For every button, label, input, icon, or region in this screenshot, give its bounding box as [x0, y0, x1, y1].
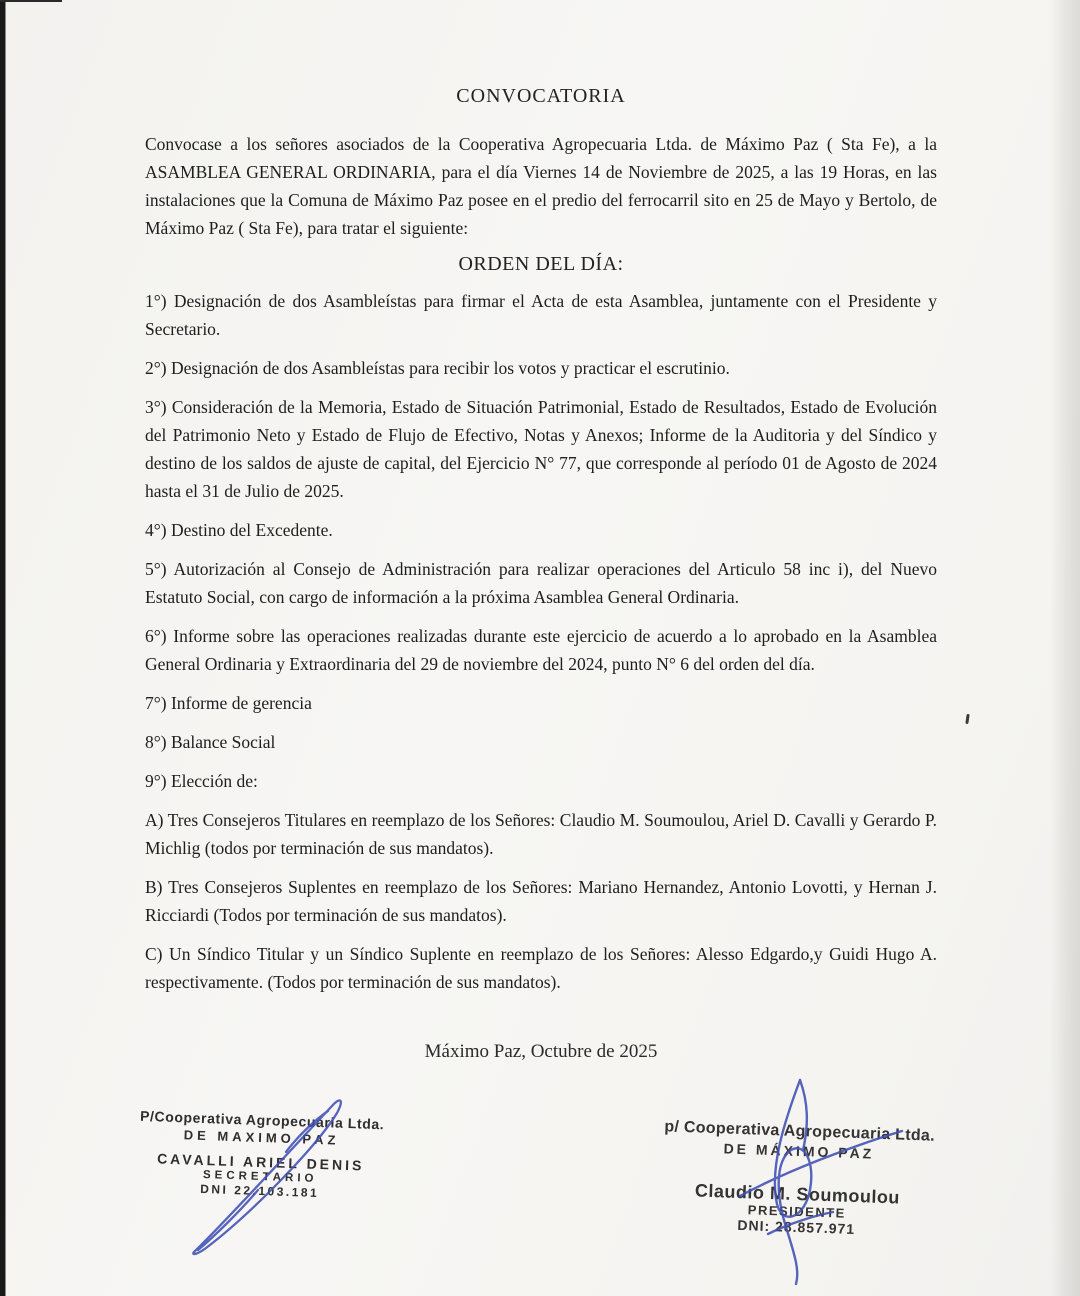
stamp-org-line: DE MÁXIMO PAZ — [723, 1140, 875, 1162]
scan-border-top-left — [0, 0, 62, 2]
president-stamp — [646, 1117, 950, 1240]
stamp-dni: DNI: 28.857.971 — [737, 1216, 856, 1238]
document-body — [145, 0, 937, 1066]
agenda-item-4: 4°) Destino del Excedente. — [145, 520, 333, 540]
secretary-stamp — [125, 1107, 398, 1202]
agenda-item-8: 8°) Balance Social — [145, 732, 276, 752]
scan-border-left — [0, 0, 5, 1296]
stamp-role: PRESIDENTE — [747, 1202, 847, 1221]
agenda-item-1: 1°) Designación de dos Asambleístas para firmar el Acta de esta Asamblea, juntamente con el Presidente y Secretario. — [145, 291, 937, 339]
agenda-item-6: 6°) Informe sobre las operaciones realizadas durante este ejercicio de acuerdo a lo aprobado en la Asamblea General Ordinaria y Extraordinaria del 29 de noviembre del 2024, punto N° 6 del orden del día. — [145, 626, 937, 674]
agenda-item-b: B) Tres Consejeros Suplentes en reemplazo de los Señores: Mariano Hernandez, Antonio Lovotti, y Hernan J. Ricciardi (Todos por terminación de sus mandatos). — [145, 877, 937, 925]
stamp-name: CAVALLI ARIEL DENIS — [156, 1150, 365, 1174]
agenda-item-c: C) Un Síndico Titular y un Síndico Suplente en reemplazo de los Señores: Alesso Edgardo,y Guidi Hugo A. respectivamente. (Todos por terminación de sus mandatos). — [145, 944, 937, 992]
stamp-org-line: DE MAXIMO PAZ — [183, 1127, 340, 1148]
stamp-org-line: p/ Cooperativa Agropecuaria Ltda. — [664, 1118, 936, 1145]
stamp-dni: DNI 22.103.181 — [200, 1181, 320, 1201]
agenda-item-3: 3°) Consideración de la Memoria, Estado de Situación Patrimonial, Estado de Resultados, Estado de Evolución del Patrimonio Neto y Estado de Flujo de Efectivo, Notas y Anexos; Informe de la Auditoria y del Síndico y destino de los saldos de ajuste de capital, del Ejercicio N° 77, que corresponde al período 01 de Agosto de 2024 hasta el 31 de Julio de 2025. — [145, 397, 937, 501]
agenda-item-a: A) Tres Consejeros Titulares en reemplazo de los Señores: Claudio M. Soumoulou, Ariel D. Cavalli y Gerardo P. Michlig (todos por terminación de sus mandatos). — [145, 810, 937, 858]
stamp-role: SECRETARIO — [202, 1168, 318, 1185]
signature-block-president — [648, 1118, 948, 1282]
agenda-heading: ORDEN DEL DÍA: — [458, 253, 624, 275]
agenda-item-7: 7°) Informe de gerencia — [145, 693, 312, 713]
signature-block-secretary — [126, 1107, 396, 1262]
stamp-name: Claudio M. Soumoulou — [694, 1180, 901, 1208]
scan-edge-shadow — [1050, 0, 1080, 1296]
agenda-item-5: 5°) Autorización al Consejo de Administración para realizar operaciones del Articulo 58 inc i), del Nuevo Estatuto Social, con cargo de información a la próxima Asamblea General Ordinaria. — [145, 559, 937, 607]
intro-paragraph: Convocase a los señores asociados de la Cooperativa Agropecuaria Ltda. de Máximo Paz ( Sta Fe), a la ASAMBLEA GENERAL ORDINARIA, para el día Viernes 14 de Noviembre de 2025, a las 19 Horas, en las instalaciones que la Comuna de Máximo Paz posee en el predio del ferrocarril sito en 25 de Mayo y Bertolo, de Máximo Paz ( Sta Fe), para tratar el siguiente: — [145, 134, 937, 238]
document-title: CONVOCATORIA — [456, 85, 626, 107]
stamp-org-line: P/Cooperativa Agropecuaria Ltda. — [139, 1107, 385, 1133]
agenda-item-9: 9°) Elección de: — [145, 771, 258, 791]
scan-speck — [965, 714, 969, 724]
dateline: Máximo Paz, Octubre de 2025 — [424, 1041, 658, 1062]
agenda-item-2: 2°) Designación de dos Asambleístas para recibir los votos y practicar el escrutinio. — [145, 358, 730, 378]
